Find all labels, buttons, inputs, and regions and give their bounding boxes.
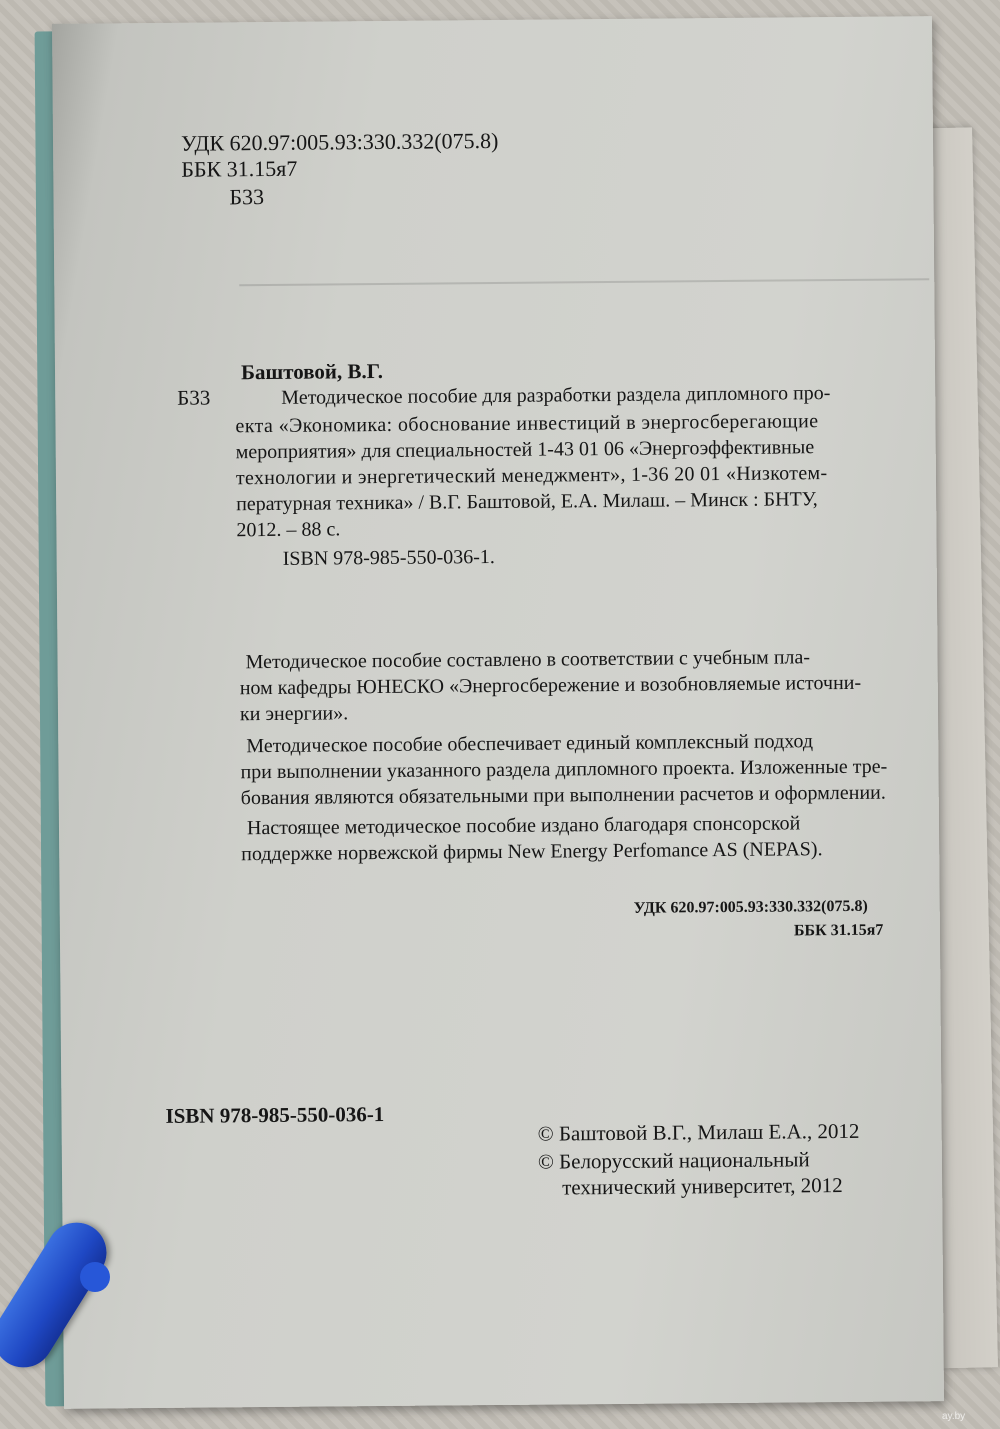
annotation-line-6: бования являются обязательными при выполнении расчетов и оформлении. bbox=[240, 781, 886, 810]
annotation-line-5: при выполнении указанного раздела дипломного проекта. Изложенные тре- bbox=[240, 755, 888, 784]
entry-isbn: ISBN 978-985-550-036-1. bbox=[282, 546, 495, 570]
classification-udk: УДК 620.97:005.93:330.332(075.8) bbox=[633, 897, 868, 917]
header-bbk: ББК 31.15я7 bbox=[181, 155, 298, 182]
footer-isbn: ISBN 978-985-550-036-1 bbox=[165, 1102, 385, 1128]
footer-copyright-university-cont: технический университет, 2012 bbox=[562, 1173, 843, 1200]
entry-line-2: екта «Экономика: обоснование инвестиций в энергосберегающие bbox=[235, 410, 819, 438]
annotation-line-2: ном кафедры ЮНЕСКО «Энергосбережение и возобновляемые источни- bbox=[239, 671, 862, 700]
entry-line-5: пературная техника» / В.Г. Баштовой, Е.А. Милаш. – Минск : БНТУ, bbox=[236, 488, 818, 516]
footer-copyright-university: © Белорусский национальный bbox=[537, 1147, 810, 1174]
entry-line-4: технологии и энергетический менеджмент», 1-36 20 01 «Низкотем- bbox=[235, 462, 828, 490]
entry-line-1: Методическое пособие для разработки раздела дипломного про- bbox=[281, 382, 831, 409]
document-page bbox=[52, 16, 944, 1409]
annotation-line-4: Методическое пособие обеспечивает единый комплексный подход bbox=[246, 730, 814, 758]
entry-line-3: мероприятия» для специальностей 1-43 01 06 «Энергоэффективные bbox=[235, 436, 815, 464]
watermark-site: ay.by bbox=[942, 1411, 966, 1422]
pen-tip bbox=[80, 1262, 110, 1292]
annotation-line-1: Методическое пособие составлено в соответствии с учебным пла- bbox=[245, 646, 811, 674]
header-udk: УДК 620.97:005.93:330.332(075.8) bbox=[180, 127, 499, 156]
bleed-through-rule bbox=[239, 278, 929, 286]
entry-code: Б33 bbox=[177, 385, 211, 410]
classification-bbk: ББК 31.15я7 bbox=[793, 921, 884, 940]
entry-author: Баштовой, В.Г. bbox=[240, 358, 384, 385]
header-code: Б33 bbox=[229, 184, 265, 210]
footer-copyright-authors: © Баштовой В.Г., Милаш Е.А., 2012 bbox=[537, 1118, 860, 1146]
entry-line-6: 2012. – 88 с. bbox=[236, 518, 341, 542]
annotation-line-3: ки энергии». bbox=[239, 702, 349, 726]
annotation-line-8: поддержке норвежской фирмы New Energy Perfomance AS (NEPAS). bbox=[241, 838, 823, 866]
annotation-line-7: Настоящее методическое пособие издано благодаря спонсорской bbox=[246, 812, 801, 840]
